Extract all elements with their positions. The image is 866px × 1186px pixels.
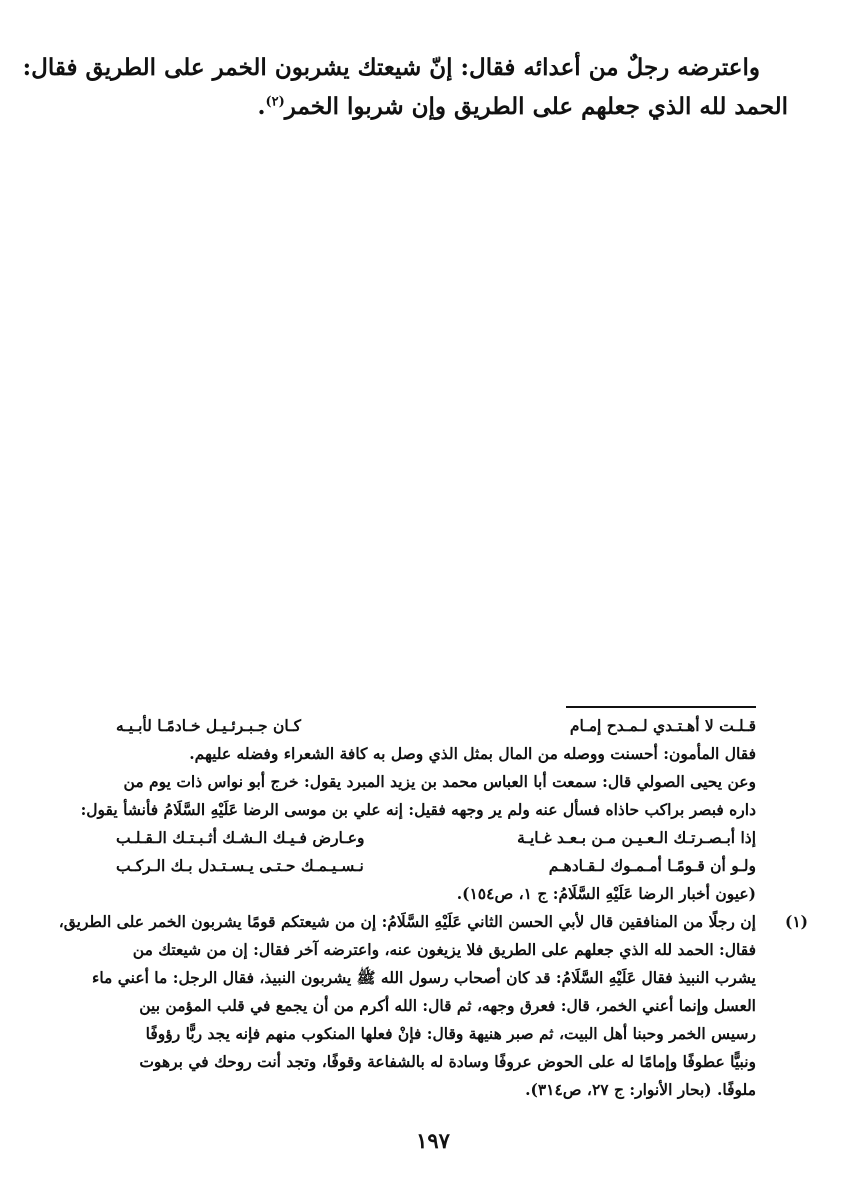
verse-line	[58, 712, 808, 740]
footnote-prose-line: فقال المأمون: أحسنت ووصله من المال بمثل الذي وصل به كافة الشعراء وفضله عليهم.	[189, 744, 756, 763]
verse-left-hemistich: نـسـيـمـك حـتـى يـسـتـدل بـك الـركـب	[116, 856, 364, 875]
footnote-line: إن رجلًا من المنافقين قال لأبي الحسن الثاني عَلَيْهِ السَّلَامُ: إن من شيعتكم قومًا يشربون الخمر على الطريق،	[58, 912, 756, 931]
footnotes-section	[58, 712, 808, 1104]
main-text-segment: الحمد لله الذي جعلهم على الطريق وإن شربوا الخمر	[284, 93, 788, 120]
footnote-line: فقال: الحمد لله الذي جعلهم على الطريق فلا يزيغون عنه، واعترضه آخر فقال: إن من شيعتك من	[132, 940, 756, 959]
footnote-number: (١)	[784, 912, 808, 931]
verse-left-hemistich: كـان جـبـرئـيـل خـادمًـا لأبـيـه	[116, 716, 302, 735]
footnote-separator	[566, 706, 756, 708]
page-number: ١٩٧	[416, 1128, 450, 1153]
verse-line	[58, 824, 808, 852]
verse-right-hemistich: ولـو أن قـومًـا أمـمـوك لـقـادهـم	[548, 856, 756, 875]
main-text-line: واعترضه رجلٌ من أعدائه فقال: إنّ شيعتك يشربون الخمر على الطريق فقال:	[22, 54, 760, 81]
footnote-source-citation: (عيون أخبار الرضا عَلَيْهِ السَّلَامُ: ج ١، ص١٥٤).	[456, 884, 756, 903]
footnote-line: رسيس الخمر وحبنا أهل البيت، ثم صبر هنيهة وقال: فإنْ فعلها المنكوب منهم فإنه يجد ربًّا رؤوفًا	[145, 1024, 756, 1043]
footnote-line: ملوفًا. (بحار الأنوار: ج ٢٧، ص٣١٤).	[525, 1080, 756, 1099]
footnote-reference[interactable]: (٢)	[265, 94, 285, 110]
verse-right-hemistich: إذا أبـصـرتـك الـعـيـن مـن بـعـد غـايـة	[517, 828, 756, 847]
main-text-line	[76, 87, 788, 126]
footnote-line: ونبيًّا عطوفًا وإمامًا له على الحوض عروفًا وسادة له بالشفاعة وقوفًا، وتجد أنت روحك في برهوت	[139, 1052, 756, 1071]
verse-left-hemistich: وعـارض فـيـك الـشـك أثـبـتـك الـقـلـب	[116, 828, 365, 847]
main-text-period: .	[257, 93, 266, 120]
footnote-prose-line: داره فبصر براكب حاذاه فسأل عنه ولم ير وجهه فقيل: إنه علي بن موسى الرضا عَلَيْهِ السَّلَامُ فأنشأ يقول:	[80, 800, 756, 819]
footnote-line: يشرب النبيذ فقال عَلَيْهِ السَّلَامُ: قد كان أصحاب رسول الله ﷺ يشربون النبيذ، فقال الرجل: ما أعني ماء	[92, 968, 756, 987]
footnote-line: العسل وإنما أعني الخمر، قال: فعرق وجهه، ثم قال: الله أكرم من أن يجمع في قلب المؤمن بين	[139, 996, 756, 1015]
footnote-1	[58, 908, 808, 936]
main-text-block	[22, 48, 788, 126]
verse-right-hemistich: قـلـت لا أهـتـدي لـمـدح إمـام	[569, 716, 756, 735]
footnote-prose-line: وعن يحيى الصولي قال: سمعت أبا العباس محمد بن يزيد المبرد يقول: خرج أبو نواس ذات يوم من	[123, 772, 756, 791]
verse-line	[58, 852, 808, 880]
